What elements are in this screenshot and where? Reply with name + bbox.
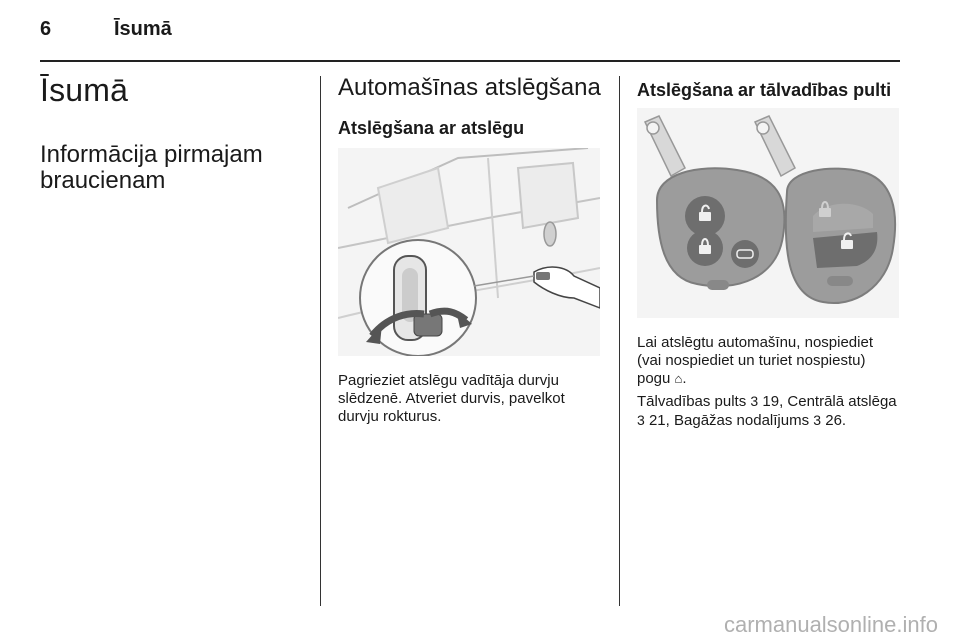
remote-instruction-text: Lai atslēgtu automašīnu, nospiediet (vai nospiediet un turiet nospiestu) pogu <box>637 334 873 387</box>
subheading: Atslēgšana ar atslēgu <box>338 118 525 138</box>
unlock-icon: ⌂ <box>674 371 683 386</box>
key-unlock-illustration <box>338 148 600 356</box>
remote-fob-drawing <box>637 108 899 318</box>
page-number: 6 <box>40 18 52 40</box>
xref-page-luggage[interactable]: 26 <box>825 412 842 429</box>
xref-arrow-icon: 3 <box>750 393 759 409</box>
section-title: Informācija pirmajam braucienam <box>40 141 263 194</box>
header-rule <box>40 60 900 62</box>
xref-arrow-icon: 3 <box>813 412 822 428</box>
xref-label-luggage: Bagāžas nodalījums <box>674 412 810 429</box>
remote-instruction-end: . <box>682 370 687 387</box>
remote-fob-illustration <box>637 108 899 318</box>
watermark: carmanualsonline.info <box>723 612 938 637</box>
xref-page-remote[interactable]: 19 <box>762 393 780 410</box>
section-heading: Automašīnas atslēgšana <box>338 74 601 101</box>
cross-reference-paragraph: Tālvadības pults 3 19, Centrālā atslēga 3 21, Bagāžas nodalījums 3 26. <box>637 393 897 429</box>
door-key-drawing <box>338 148 600 356</box>
chapter-title: Īsumā <box>40 72 129 108</box>
xref-page-central-lock[interactable]: 21 <box>648 412 666 429</box>
remote-instruction-paragraph <box>637 334 901 388</box>
instruction-paragraph: Pagrieziet atslēgu vadītāja durvju slēdzenē. Atveriet durvis, pavelkot durvju rokturus. <box>338 372 565 425</box>
xref-arrow-icon: 3 <box>637 412 645 428</box>
xref-label-central-lock: Centrālā atslēga <box>787 393 897 410</box>
column-divider <box>320 76 321 606</box>
xref-label-remote: Tālvadības pults <box>637 393 747 410</box>
column-divider <box>619 76 620 606</box>
running-title: Īsumā <box>114 18 172 40</box>
subheading: Atslēgšana ar tālvadības pulti <box>637 80 892 100</box>
